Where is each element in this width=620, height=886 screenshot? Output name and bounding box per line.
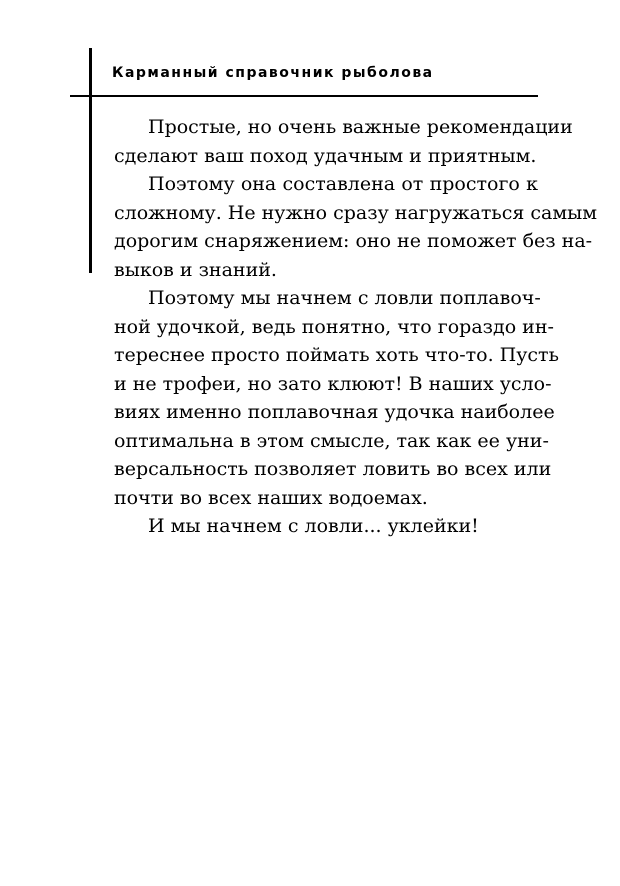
header-horizontal-rule: [70, 95, 538, 97]
text-line: тереснее просто поймать хоть что-то. Пусть: [114, 344, 559, 366]
body-text: [114, 113, 598, 541]
header-vertical-rule: [89, 48, 92, 273]
running-header-title: Карманный справочник рыболова: [112, 65, 434, 81]
text-line: Простые, но очень важные рекомендации: [148, 116, 573, 138]
text-line: оптимальна в этом смысле, так как ее уни-: [114, 429, 549, 452]
text-line: виях именно поплавочная удочка наиболее: [114, 401, 555, 423]
text-line: сделают ваш поход удачным и приятным.: [114, 144, 537, 167]
text-line: и не трофеи, но зато клюют! В наших усло-: [114, 372, 552, 395]
text-line: дорогим снаряжением: оно не поможет без на-: [114, 230, 593, 252]
text-line: Поэтому она составлена от простого к: [148, 173, 538, 195]
text-line: И мы начнем с ловли... уклейки!: [148, 515, 479, 537]
text-line: выков и знаний.: [114, 258, 277, 281]
text-line: сложному. Не нужно сразу нагружаться самым: [114, 201, 598, 224]
text-line: ной удочкой, ведь понятно, что гораздо ин-: [114, 315, 554, 338]
text-line: почти во всех наших водоемах.: [114, 486, 428, 509]
text-line: версальность позволяет ловить во всех или: [114, 458, 552, 480]
text-line: Поэтому мы начнем с ловли поплавоч-: [148, 287, 541, 309]
